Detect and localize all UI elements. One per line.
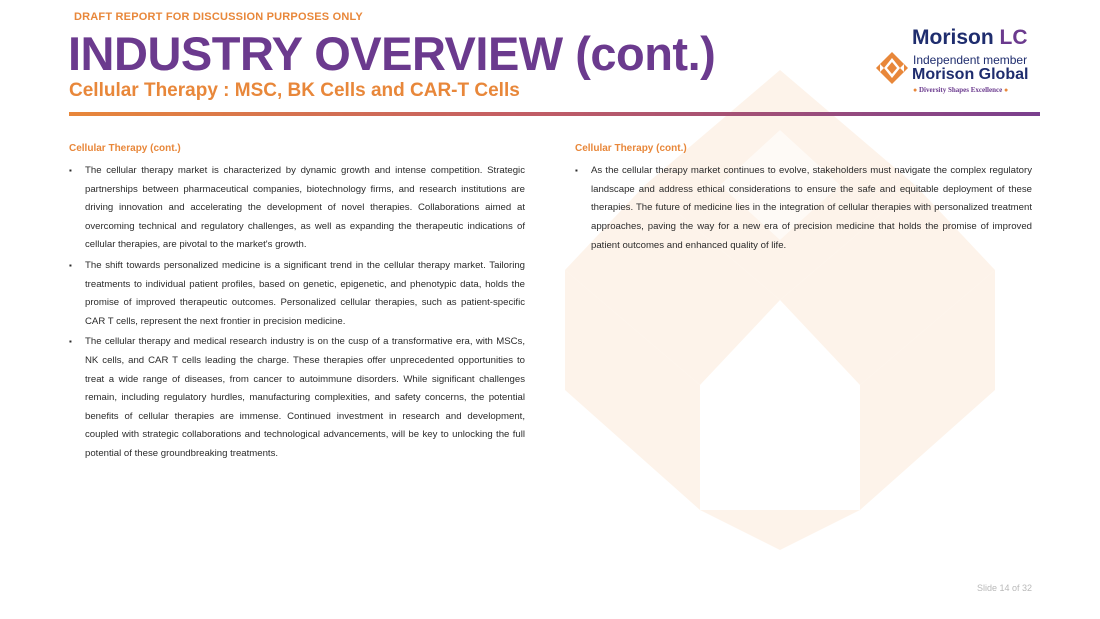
left-column <box>69 143 525 466</box>
morison-diamond-icon <box>876 52 908 84</box>
tagline-dot-icon: ● <box>913 86 918 94</box>
bullet-icon: ▪ <box>575 166 578 175</box>
draft-label: DRAFT REPORT FOR DISCUSSION PURPOSES ONLY <box>74 11 363 23</box>
left-bullet-list <box>69 162 525 464</box>
right-column <box>575 143 1032 258</box>
bullet-text: The shift towards personalized medicine is a significant trend in the cellular therapy market. Tailoring treatments to individual patient profiles, based on genetic, epigenetic, and phenotypic data, holds the promise of improved therapeutic outcomes. Personalized cellular therapies, such as patient-specific CAR T cells, represent the next frontier in precision medicine. <box>85 259 525 327</box>
bullet-text: As the cellular therapy market continues to evolve, stakeholders must navigate the complex regulatory landscape and address ethical considerations to ensure the safe and equitable deployment of these therapies. The future of medicine lies in the integration of cellular therapies with personalized treatment approaches, paving the way for a new era of precision medicine that holds the promise of improved patient outcomes and enhanced quality of life. <box>591 165 1032 251</box>
right-bullet-list <box>575 162 1032 256</box>
company-logo <box>876 26 1046 98</box>
left-column-heading: Cellular Therapy (cont.) <box>69 143 181 154</box>
list-item <box>69 162 525 255</box>
page-subtitle: Cellular Therapy : MSC, BK Cells and CAR-T Cells <box>69 80 520 101</box>
header-divider <box>69 112 1040 116</box>
logo-brand-line <box>912 26 1028 50</box>
bullet-icon: ▪ <box>69 166 72 175</box>
logo-global-text: Morison Global <box>912 66 1029 83</box>
logo-tagline-text: Diversity Shapes Excellence <box>918 86 1003 94</box>
logo-morison-text: Morison <box>912 26 1000 49</box>
watermark-logo-icon <box>520 70 1040 550</box>
tagline-dot-icon: ● <box>1003 86 1009 94</box>
bullet-text: The cellular therapy and medical research industry is on the cusp of a transformative era, with MSCs, NK cells, and CAR T cells leading the charge. These therapies offer unprecedented opportunities to treat a wide range of diseases, from cancer to autoimmune disorders. While significant challenges remain, including regulatory hurdles, manufacturing complexities, and safety concerns, the potential benefits of cellular therapies are immense. Continued investment in research and development, coupled with strategic collaborations and technological advancements, will be key to unlocking the full potential of these groundbreaking treatments. <box>85 336 525 459</box>
bullet-text: The cellular therapy market is characterized by dynamic growth and intense competition. Strategic partnerships between pharmaceutical companies, biotechnology firms, and research institutions are driving innovation and accelerating the development of novel therapies. Collaborations aimed at overcoming technical and regulatory challenges, as well as expanding the therapeutic indications of cellular therapies, are pivotal to the market's growth. <box>85 165 525 251</box>
logo-lc-text: LC <box>999 26 1028 49</box>
logo-tagline <box>913 86 1008 94</box>
list-item <box>575 162 1032 256</box>
bullet-icon: ▪ <box>69 337 72 347</box>
list-item <box>69 333 525 463</box>
slide-number: Slide 14 of 32 <box>976 583 1032 593</box>
list-item <box>69 257 525 331</box>
right-column-heading: Cellular Therapy (cont.) <box>575 143 687 154</box>
logo-member-text: Independent member <box>913 53 1028 67</box>
page-title: INDUSTRY OVERVIEW (cont.) <box>68 27 716 80</box>
bullet-icon: ▪ <box>69 260 72 270</box>
